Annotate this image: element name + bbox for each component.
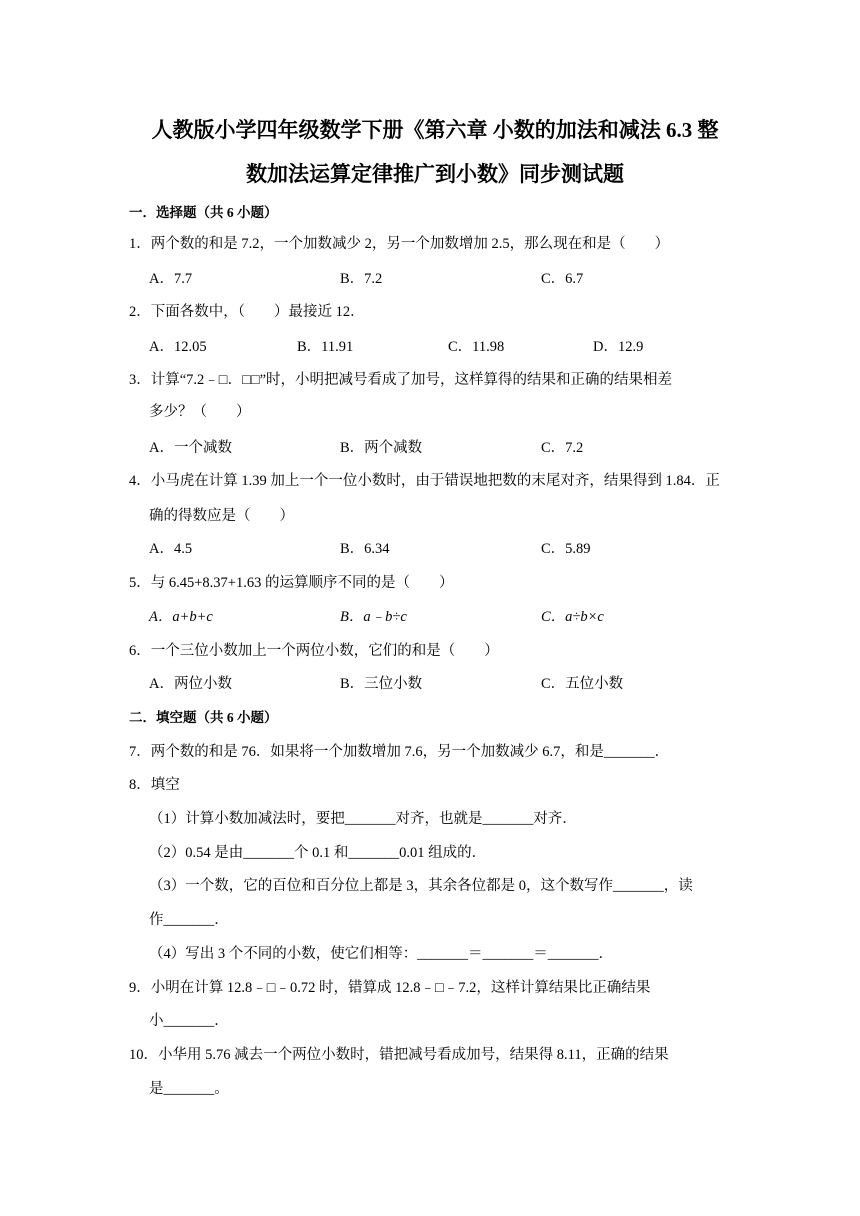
question-8-part-3-line-1: （3）一个数，它的百位和百分位上都是 3，其余各位都是 0，这个数写作_______，读 (149, 878, 693, 894)
question-8-part-3-line-2: 作_______． (149, 912, 229, 928)
question-1-stem: 1．两个数的和是 7.2，一个加数减少 2，另一个加数增加 2.5，那么现在和是（ ） (129, 236, 670, 252)
option-c: C．5.89 (541, 541, 591, 557)
question-2-options (0, 336, 860, 358)
question-2-stem: 2．下面各数中，（ ）最接近 12． (129, 304, 365, 320)
option-a: A．7.7 (149, 271, 193, 287)
title-line-1: 人教版小学四年级数学下册《第六章 小数的加法和减法 6.3 整 (151, 118, 719, 142)
question-6-stem: 6．一个三位小数加上一个两位小数，它们的和是（ ） (129, 643, 499, 659)
option-a: A．12.05 (149, 339, 207, 355)
section-heading-choice: 一．选择题（共 6 小题） (129, 205, 278, 220)
question-8-part-2: （2）0.54 是由_______个 0.1 和_______0.01 组成的． (149, 845, 487, 861)
option-c: C．11.98 (448, 339, 505, 355)
document-title (120, 108, 750, 196)
option-a: A．一个减数 (149, 440, 232, 456)
option-a: A．a+b+c (149, 609, 213, 625)
question-9-line-1: 9．小明在计算 12.8﹣□﹣0.72 时，错算成 12.8﹣□﹣7.2，这样计算结果比正确结果 (129, 980, 651, 996)
question-10-line-2: 是_______。 (149, 1081, 229, 1097)
option-b: B．三位小数 (340, 676, 423, 692)
option-b: B．a﹣b÷c (340, 609, 407, 625)
option-a: A．4.5 (149, 541, 193, 557)
section-heading-fill-in: 二．填空题（共 6 小题） (129, 710, 278, 725)
question-5-options (0, 606, 860, 628)
question-5-stem: 5．与 6.45+8.37+1.63 的运算顺序不同的是（ ） (129, 575, 454, 591)
question-7: 7．两个数的和是 76．如果将一个加数增加 7.6，另一个加数减少 6.7，和是_______． (129, 744, 670, 760)
question-3-stem-line-1: 3．计算“7.2﹣□．□□”时，小明把减号看成了加号，这样算得的结果和正确的结果相差 (129, 372, 673, 388)
option-c: C．7.2 (541, 440, 584, 456)
option-c: C．6.7 (541, 271, 584, 287)
question-8-stem: 8．填空 (129, 777, 180, 793)
title-line-2: 数加法运算定律推广到小数》同步测试题 (246, 162, 624, 186)
option-c: C．a÷b×c (541, 609, 604, 625)
question-1-options (0, 268, 860, 290)
option-d: D．12.9 (593, 339, 644, 355)
question-6-options (0, 673, 860, 695)
question-4-options (0, 538, 860, 560)
option-b: B．两个减数 (340, 440, 423, 456)
option-b: B．6.34 (340, 541, 390, 557)
option-c: C．五位小数 (541, 676, 624, 692)
question-10-line-1: 10．小华用 5.76 减去一个两位小数时，错把减号看成加号，结果得 8.11，正确的结果 (129, 1047, 669, 1063)
question-8-part-4: （4）写出 3 个不同的小数，使它们相等：_______＝_______＝_______． (149, 946, 613, 962)
option-b: B．11.91 (297, 339, 354, 355)
question-4-stem-line-2: 确的得数应是（ ） (149, 508, 294, 524)
option-a: A．两位小数 (149, 676, 232, 692)
question-8-part-1: （1）计算小数加减法时，要把_______对齐，也就是_______对齐． (149, 811, 577, 827)
question-3-options (0, 437, 860, 459)
question-9-line-2: 小_______． (149, 1013, 229, 1029)
question-4-stem-line-1: 4．小马虎在计算 1.39 加上一个一位小数时，由于错误地把数的末尾对齐，结果得到 1.84．正 (129, 473, 720, 489)
question-3-stem-line-2: 多少？（ ） (149, 404, 251, 420)
option-b: B．7.2 (340, 271, 383, 287)
